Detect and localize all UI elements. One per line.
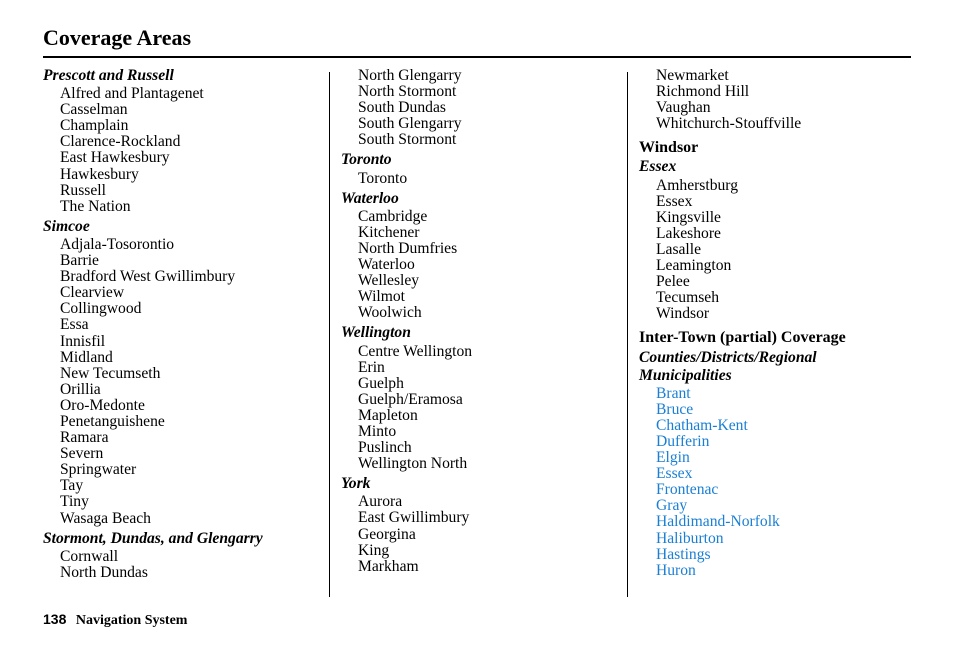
list-item: East Hawkesbury xyxy=(60,149,170,167)
coverage-link[interactable]: Gray xyxy=(656,497,688,515)
list-item: Essex xyxy=(656,192,693,210)
list-item: Pelee xyxy=(656,273,690,291)
coverage-link[interactable]: Essex xyxy=(656,465,693,483)
column-1 xyxy=(43,68,328,581)
coverage-link[interactable]: Chatham-Kent xyxy=(656,416,748,434)
list-item: Tecumseh xyxy=(656,289,719,307)
list-item: Waterloo xyxy=(358,256,415,274)
coverage-link[interactable]: Haliburton xyxy=(656,529,724,547)
list-item: Puslinch xyxy=(358,439,412,457)
coverage-link[interactable]: Hastings xyxy=(656,545,711,563)
list-item: Windsor xyxy=(656,305,710,323)
item-list xyxy=(639,68,919,132)
list-item: The Nation xyxy=(60,197,131,215)
list-item: Barrie xyxy=(60,252,99,270)
list-item: Severn xyxy=(60,445,104,463)
section-heading: Prescott and Russell xyxy=(43,67,174,84)
list-item: Georgina xyxy=(358,525,416,543)
list-item: Clarence-Rockland xyxy=(60,133,181,151)
list-item: North Glengarry xyxy=(358,67,462,84)
list-item: Newmarket xyxy=(656,67,729,84)
list-item: Woolwich xyxy=(358,304,422,322)
link-list xyxy=(639,386,919,579)
list-item: Clearview xyxy=(60,284,125,302)
item-list xyxy=(341,68,626,148)
list-item: Tiny xyxy=(60,493,89,511)
list-item: Cornwall xyxy=(60,547,119,565)
coverage-link[interactable]: Bruce xyxy=(656,400,694,418)
item-list xyxy=(341,344,626,473)
list-item: Minto xyxy=(358,422,397,440)
item-list xyxy=(43,549,328,581)
title-divider xyxy=(43,56,911,58)
list-item: Vaughan xyxy=(656,99,711,117)
section-subheading: Municipalities xyxy=(639,366,732,384)
list-item: South Dundas xyxy=(358,99,446,117)
coverage-link[interactable]: Haldimand-Norfolk xyxy=(656,513,780,531)
section-heading: York xyxy=(341,475,371,493)
list-item: Mapleton xyxy=(358,406,418,424)
list-item: North Dumfries xyxy=(358,239,458,257)
list-item: Springwater xyxy=(60,461,137,479)
list-item: New Tecumseth xyxy=(60,364,161,382)
page-footer xyxy=(43,610,187,630)
section-heading: Stormont, Dundas, and Glengarry xyxy=(43,529,263,547)
list-item: Leamington xyxy=(656,257,732,275)
coverage-link[interactable]: Dufferin xyxy=(656,432,710,450)
section-heading: Waterloo xyxy=(341,189,399,207)
list-item: East Gwillimbury xyxy=(358,509,470,527)
list-item: Whitchurch-Stouffville xyxy=(656,115,802,133)
list-item: Collingwood xyxy=(60,300,142,318)
list-item: Hawkesbury xyxy=(60,165,139,183)
region-heading: Windsor xyxy=(639,139,699,157)
section-heading: Simcoe xyxy=(43,217,90,235)
list-item: Lasalle xyxy=(656,240,702,258)
section-heading: Essex xyxy=(639,158,677,176)
item-list xyxy=(341,171,626,187)
list-item: Russell xyxy=(60,181,106,199)
list-item: Richmond Hill xyxy=(656,83,750,101)
column-2 xyxy=(341,68,626,575)
list-item: Aurora xyxy=(358,493,403,511)
list-item: Orillia xyxy=(60,380,101,398)
list-item: Markham xyxy=(358,557,419,575)
item-list xyxy=(341,209,626,322)
region-heading: Inter-Town (partial) Coverage xyxy=(639,329,846,347)
list-item: Guelph/Eramosa xyxy=(358,390,463,408)
list-item: Erin xyxy=(358,358,385,376)
list-item: Bradford West Gwillimbury xyxy=(60,268,236,286)
list-item: Amherstburg xyxy=(656,176,739,194)
list-item: South Stormont xyxy=(358,131,457,149)
list-item: Cambridge xyxy=(358,207,428,225)
coverage-link[interactable]: Elgin xyxy=(656,449,690,467)
item-list xyxy=(639,178,919,323)
coverage-link[interactable]: Huron xyxy=(656,561,696,579)
column-divider xyxy=(329,72,330,597)
list-item: Midland xyxy=(60,348,113,366)
list-item: Adjala-Tosorontio xyxy=(60,235,175,253)
coverage-link[interactable]: Frontenac xyxy=(656,481,719,499)
list-item: Wasaga Beach xyxy=(60,509,151,527)
list-item: Centre Wellington xyxy=(358,342,473,360)
item-list xyxy=(43,86,328,215)
list-item: South Glengarry xyxy=(358,115,462,133)
list-item: Kitchener xyxy=(358,223,420,241)
list-item: North Dundas xyxy=(60,563,148,581)
column-divider xyxy=(627,72,628,597)
item-list xyxy=(341,494,626,574)
list-item: Wilmot xyxy=(358,288,406,306)
list-item: Champlain xyxy=(60,117,129,135)
list-item: Guelph xyxy=(358,374,404,392)
list-item: Ramara xyxy=(60,429,109,447)
list-item: Essa xyxy=(60,316,89,334)
item-list xyxy=(43,237,328,527)
column-3 xyxy=(639,68,919,579)
list-item: Tay xyxy=(60,477,84,495)
list-item: Wellesley xyxy=(358,272,420,290)
list-item: North Stormont xyxy=(358,83,457,101)
list-item: Kingsville xyxy=(656,208,721,226)
section-heading: Wellington xyxy=(341,324,411,342)
list-item: Innisfil xyxy=(60,332,106,350)
list-item: Casselman xyxy=(60,101,128,119)
page-number: 138 xyxy=(43,611,67,627)
list-item: Wellington North xyxy=(358,455,468,473)
list-item: Lakeshore xyxy=(656,224,721,242)
section-heading: Toronto xyxy=(341,151,392,169)
coverage-link[interactable]: Brant xyxy=(656,384,691,402)
list-item: King xyxy=(358,541,390,559)
page-title: Coverage Areas xyxy=(43,25,192,50)
section-subheading: Counties/Districts/Regional xyxy=(639,348,817,366)
footer-label: Navigation System xyxy=(75,613,188,628)
list-item: Toronto xyxy=(358,169,408,187)
list-item: Alfred and Plantagenet xyxy=(60,85,204,103)
list-item: Penetanguishene xyxy=(60,412,165,430)
list-item: Oro-Medonte xyxy=(60,396,145,414)
